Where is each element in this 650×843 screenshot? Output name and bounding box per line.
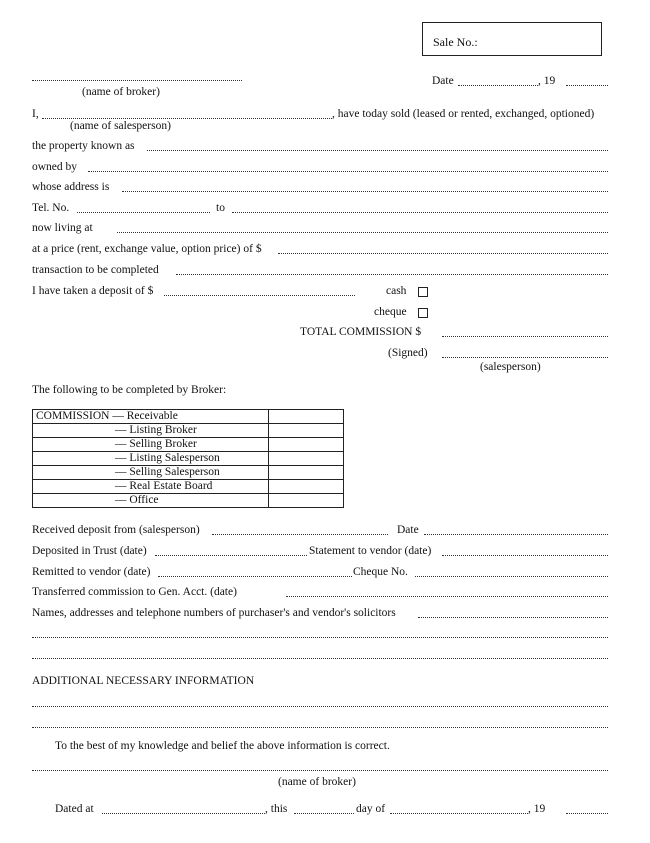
living-field[interactable] — [117, 232, 608, 233]
salesperson-caption: (name of salesperson) — [70, 120, 171, 132]
remitted-date-field[interactable] — [158, 576, 352, 577]
solicitors-label: Names, addresses and telephone numbers of purchaser's and vendor's solicitors — [32, 607, 396, 619]
solicitors-field-3[interactable] — [32, 658, 608, 659]
property-label: the property known as — [32, 140, 135, 152]
real-estate-board-cell[interactable] — [269, 480, 344, 494]
year-field[interactable] — [566, 85, 608, 86]
signed-label: (Signed) — [388, 347, 428, 359]
cash-checkbox[interactable] — [418, 287, 428, 297]
transferred-field[interactable] — [286, 596, 608, 597]
additional-field-2[interactable] — [32, 727, 608, 728]
commission-table — [32, 409, 344, 508]
deposit-label: I have taken a deposit of $ — [32, 285, 154, 297]
trust-date-field[interactable] — [155, 555, 307, 556]
statement-vendor-field[interactable] — [442, 555, 608, 556]
selling-salesperson-cell[interactable] — [269, 466, 344, 480]
sale-number-label: Sale No.: — [433, 35, 478, 49]
footer-year-prefix: , 19 — [528, 803, 546, 815]
additional-field-1[interactable] — [32, 706, 608, 707]
table-row — [33, 452, 344, 466]
tel-field[interactable] — [77, 212, 210, 213]
signature-field[interactable] — [442, 357, 608, 358]
sold-text: , have today sold (leased or rented, exchanged, optioned) — [332, 108, 595, 120]
listing-broker-label: — Listing Broker — [33, 424, 269, 438]
owner-field[interactable] — [88, 171, 608, 172]
cheque-checkbox[interactable] — [418, 308, 428, 318]
table-row — [33, 410, 344, 424]
owned-label: owned by — [32, 161, 78, 173]
day-field[interactable] — [294, 813, 354, 814]
living-label: now living at — [32, 222, 93, 234]
signed-caption: (salesperson) — [480, 361, 541, 373]
footer-year-field[interactable] — [566, 813, 608, 814]
real-estate-board-label: — Real Estate Board — [33, 480, 269, 494]
table-row — [33, 466, 344, 480]
received-date-label: Date — [397, 524, 419, 536]
broker-section-intro: The following to be completed by Broker: — [32, 384, 227, 396]
received-deposit-field[interactable] — [212, 534, 388, 535]
date-field[interactable] — [458, 85, 538, 86]
broker-name-field[interactable] — [32, 80, 242, 81]
sale-number-box[interactable] — [422, 22, 602, 56]
listing-salesperson-label: — Listing Salesperson — [33, 452, 269, 466]
tel-label: Tel. No. — [32, 202, 70, 214]
commission-receivable-cell[interactable] — [269, 410, 344, 424]
day-of-label: day of — [356, 803, 386, 815]
property-field[interactable] — [147, 150, 608, 151]
solicitors-field-2[interactable] — [32, 637, 608, 638]
tel-to-field[interactable] — [232, 212, 608, 213]
table-row — [33, 480, 344, 494]
cheque-no-label: Cheque No. — [353, 566, 408, 578]
cheque-label: cheque — [374, 306, 407, 318]
completion-field[interactable] — [176, 274, 608, 275]
office-label: — Office — [33, 494, 269, 508]
dated-at-field[interactable] — [102, 813, 265, 814]
to-label: to — [216, 202, 225, 214]
price-label: at a price (rent, exchange value, option price) of $ — [32, 243, 262, 255]
additional-heading: ADDITIONAL NECESSARY INFORMATION — [32, 675, 255, 687]
year-prefix: , 19 — [538, 75, 556, 87]
price-field[interactable] — [278, 253, 608, 254]
deposit-field[interactable] — [164, 295, 355, 296]
address-label: whose address is — [32, 181, 110, 193]
table-row — [33, 438, 344, 452]
trust-label: Deposited in Trust (date) — [32, 545, 147, 557]
completed-label: transaction to be completed — [32, 264, 159, 276]
statement-vendor-label: Statement to vendor (date) — [309, 545, 432, 557]
remitted-label: Remitted to vendor (date) — [32, 566, 151, 578]
table-row — [33, 494, 344, 508]
certify-text: To the best of my knowledge and belief the above information is correct. — [55, 740, 390, 752]
received-date-field[interactable] — [424, 534, 608, 535]
solicitors-field-1[interactable] — [418, 617, 608, 618]
date-label: Date — [432, 75, 454, 87]
broker-name-caption: (name of broker) — [82, 86, 160, 98]
selling-salesperson-label: — Selling Salesperson — [33, 466, 269, 480]
office-cell[interactable] — [269, 494, 344, 508]
received-deposit-label: Received deposit from (salesperson) — [32, 524, 200, 536]
cheque-no-field[interactable] — [415, 576, 608, 577]
cash-label: cash — [386, 285, 407, 297]
broker-signature-field[interactable] — [32, 770, 608, 771]
listing-broker-cell[interactable] — [269, 424, 344, 438]
i-label: I, — [32, 108, 39, 120]
listing-salesperson-cell[interactable] — [269, 452, 344, 466]
selling-broker-cell[interactable] — [269, 438, 344, 452]
total-commission-field[interactable] — [442, 336, 608, 337]
salesperson-name-field[interactable] — [42, 118, 332, 119]
selling-broker-label: — Selling Broker — [33, 438, 269, 452]
transferred-label: Transferred commission to Gen. Acct. (date) — [32, 586, 237, 598]
commission-receivable-label: COMMISSION — Receivable — [33, 410, 269, 424]
this-label: , this — [265, 803, 288, 815]
month-field[interactable] — [390, 813, 528, 814]
dated-at-label: Dated at — [55, 803, 94, 815]
address-field[interactable] — [122, 191, 608, 192]
total-commission-label: TOTAL COMMISSION $ — [300, 326, 422, 338]
table-row — [33, 424, 344, 438]
broker-caption: (name of broker) — [278, 776, 356, 788]
